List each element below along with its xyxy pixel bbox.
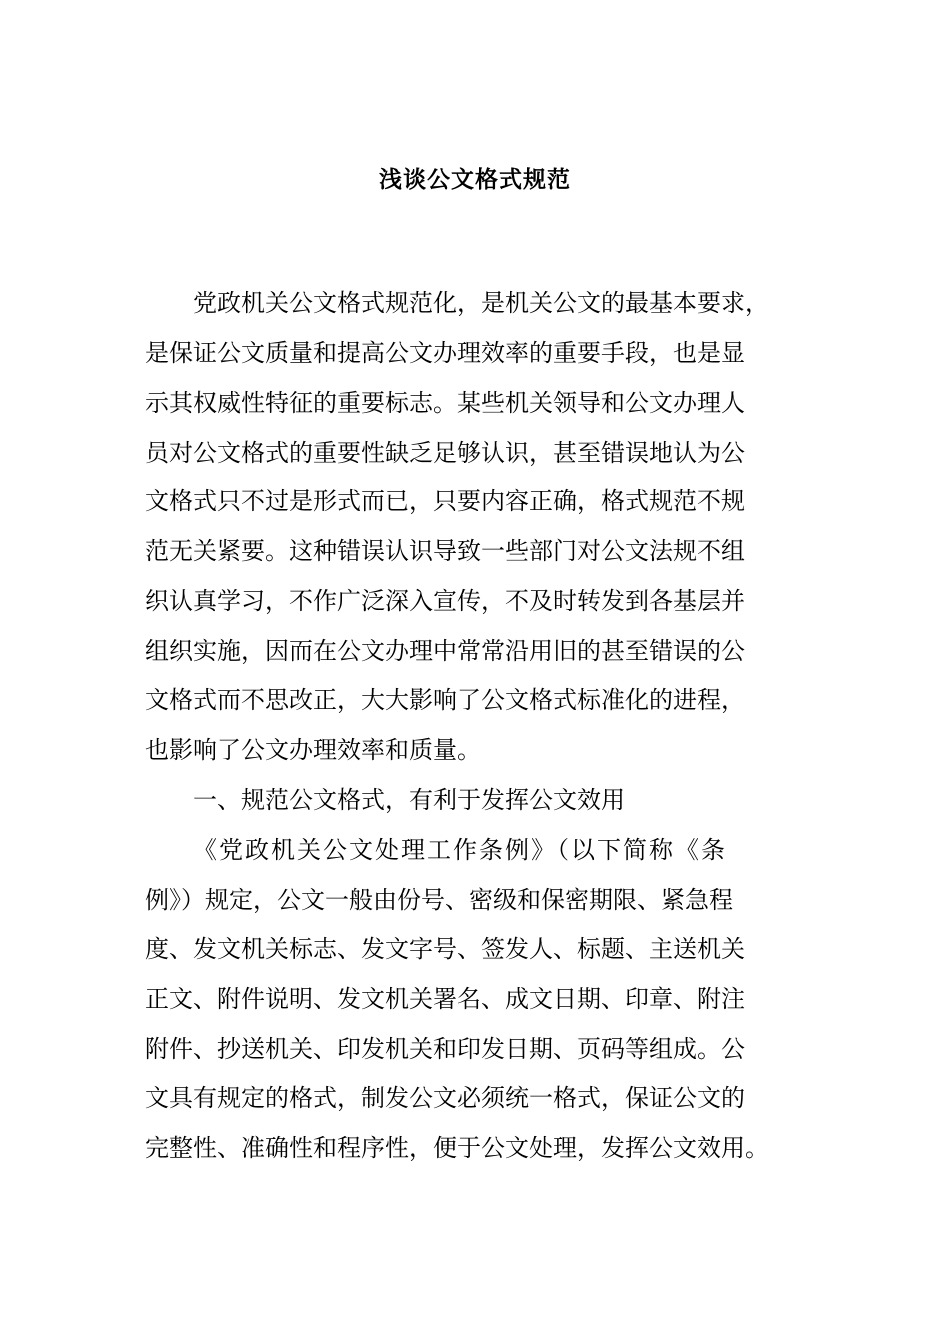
paragraph-line: 附件、抄送机关、印发机关和印发日期、页码等组成。公 (145, 1035, 745, 1063)
paragraph-line: 完整性、准确性和程序性，便于公文处理，发挥公文效用。 (145, 1134, 769, 1162)
document-title: 浅谈公文格式规范 (379, 167, 571, 193)
paragraph-line: 党政机关公文格式规范化，是机关公文的最基本要求， (193, 289, 769, 317)
paragraph-line: 《党政机关公文处理工作条例》（以下简称《条 (193, 836, 727, 864)
paragraph-line: 员对公文格式的重要性缺乏足够认识，甚至错误地认为公 (145, 439, 745, 467)
paragraph-line: 正文、附件说明、发文机关署名、成文日期、印章、附注 (145, 985, 745, 1013)
paragraph-line: 示其权威性特征的重要标志。某些机关领导和公文办理人 (145, 389, 745, 417)
paragraph-line: 文格式而不思改正，大大影响了公文格式标准化的进程， (145, 686, 745, 714)
section-heading: 一、规范公文格式，有利于发挥公文效用 (193, 786, 625, 814)
paragraph-line: 文格式只不过是形式而已，只要内容正确，格式规范不规 (145, 487, 745, 515)
paragraph-line: 也影响了公文办理效率和质量。 (145, 736, 481, 764)
paragraph-line: 织认真学习，不作广泛深入宣传，不及时转发到各基层并 (145, 587, 745, 615)
paragraph-line: 是保证公文质量和提高公文办理效率的重要手段，也是显 (145, 339, 745, 367)
paragraph-line: 范无关紧要。这种错误认识导致一些部门对公文法规不组 (145, 537, 745, 565)
paragraph-line: 文具有规定的格式，制发公文必须统一格式，保证公文的 (145, 1084, 745, 1112)
paragraph-line: 度、发文机关标志、发文字号、签发人、标题、主送机关 (145, 935, 745, 963)
paragraph-line: 组织实施，因而在公文办理中常常沿用旧的甚至错误的公 (145, 637, 745, 665)
paragraph-line: 例》）规定，公文一般由份号、密级和保密期限、紧急程 (145, 886, 733, 914)
